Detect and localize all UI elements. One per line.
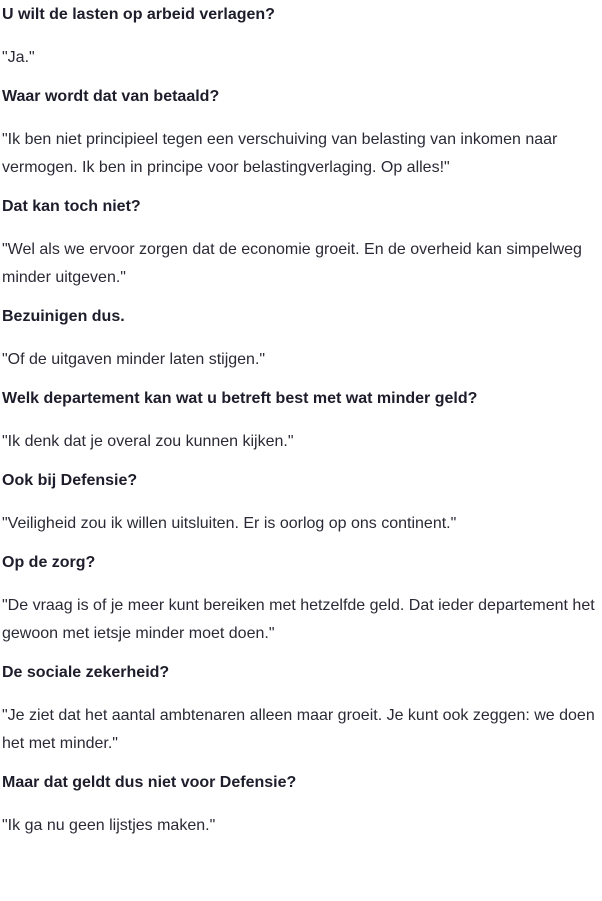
answer-7: "De vraag is of je meer kunt bereiken met hetzelfde geld. Dat ieder departement het gewoon met ietsje minder moet doen.": [2, 597, 595, 642]
qa-pair-4: [2, 306, 600, 374]
answer-6: "Veiligheid zou ik willen uitsluiten. Er is oorlog op ons continent.": [2, 515, 457, 532]
question-8: De sociale zekerheid?: [2, 664, 170, 681]
answer-4: "Of de uitgaven minder laten stijgen.": [2, 351, 266, 368]
qa-pair-8: [2, 662, 600, 758]
question-3: Dat kan toch niet?: [2, 198, 141, 215]
answer-5: "Ik denk dat je overal zou kunnen kijken.": [2, 433, 294, 450]
answer-9: "Ik ga nu geen lijstjes maken.": [2, 817, 216, 834]
question-5: Welk departement kan wat u betreft best met wat minder geld?: [2, 390, 478, 407]
question-9: Maar dat geldt dus niet voor Defensie?: [2, 774, 297, 791]
qa-pair-9: [2, 772, 600, 840]
answer-3: "Wel als we ervoor zorgen dat de economie groeit. En de overheid kan simpelweg minder uitgeven.": [2, 241, 582, 286]
qa-pair-5: [2, 388, 600, 456]
question-7: Op de zorg?: [2, 554, 96, 571]
question-2: Waar wordt dat van betaald?: [2, 88, 220, 105]
qa-pair-2: [2, 86, 600, 182]
question-1: U wilt de lasten op arbeid verlagen?: [2, 6, 275, 23]
question-6: Ook bij Defensie?: [2, 472, 138, 489]
qa-pair-6: [2, 470, 600, 538]
question-4: Bezuinigen dus.: [2, 308, 125, 325]
qa-pair-1: [2, 4, 600, 72]
answer-8: "Je ziet dat het aantal ambtenaren alleen maar groeit. Je kunt ook zeggen: we doen het met minder.": [2, 707, 595, 752]
answer-2: "Ik ben niet principieel tegen een verschuiving van belasting van inkomen naar vermogen. Ik ben in principe voor belastingverlaging. Op alles!": [2, 131, 558, 176]
qa-pair-3: [2, 196, 600, 292]
qa-pair-7: [2, 552, 600, 648]
answer-1: "Ja.": [2, 49, 35, 66]
